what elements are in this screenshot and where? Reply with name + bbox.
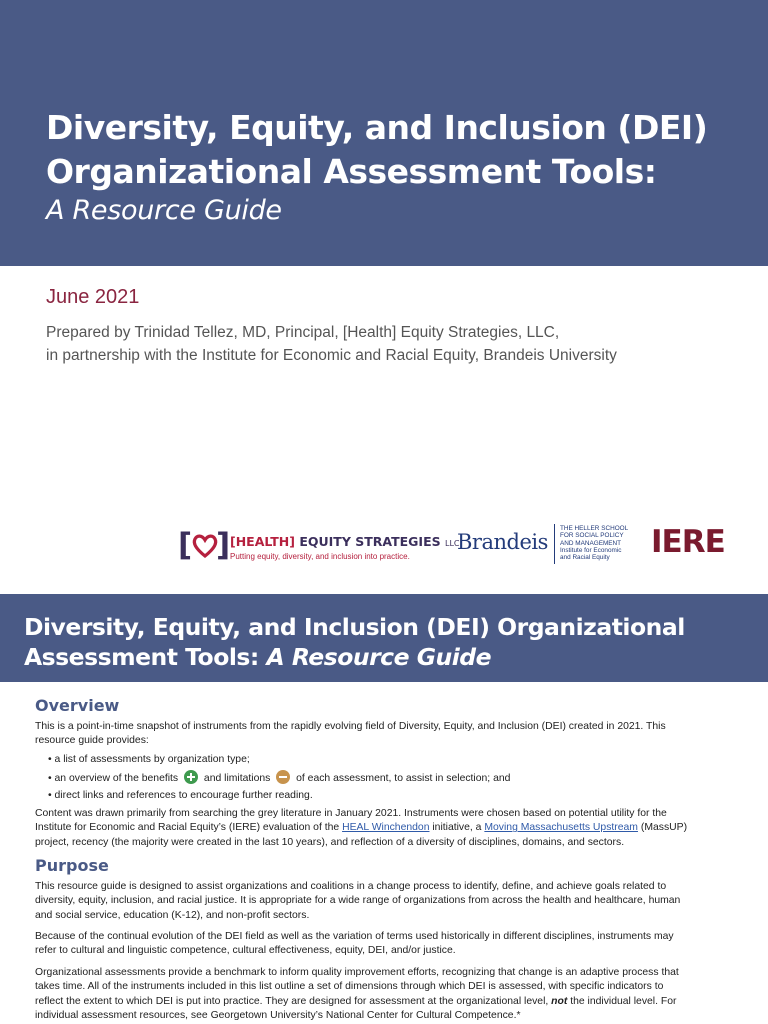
paragraph-text: individual assessment resources, see Georgetown University’s National Center for Cultural Competence.* <box>35 1009 521 1021</box>
heller-line: and Racial Equity <box>560 554 610 562</box>
emphasis-text: not <box>551 995 568 1007</box>
page2-title-line1: Diversity, Equity, and Inclusion (DEI) Organizational <box>24 613 685 641</box>
list-item: • a list of assessments by organization type; <box>48 754 250 765</box>
brandeis-logo: Brandeis <box>457 530 548 554</box>
paragraph-text: Because of the continual evolution of the DEI field as well as the variation of terms used historically in different disciplines, instruments may <box>35 931 674 942</box>
prepared-by-line1: Prepared by Trinidad Tellez, MD, Principal, [Health] Equity Strategies, LLC, <box>46 324 560 341</box>
prepared-by-line2: in partnership with the Institute for Economic and Racial Equity, Brandeis University <box>46 347 617 364</box>
heller-line: AND MANAGEMENT <box>560 539 622 547</box>
hes-name-prefix: [HEALTH] <box>230 534 295 549</box>
cover-title <box>46 106 707 194</box>
paragraph-text: diversity, equity, inclusion, and racial justice. It is appropriate for a wide range of organizations from across the health and healthcare, human <box>35 895 681 907</box>
overview-heading: Overview <box>35 696 120 715</box>
paragraph-text: takes time. All of the instruments included in this list outline a set of dimensions through which DEI is assessed, with specific indicators to <box>35 981 664 993</box>
paragraph-text: Institute for Economic and Racial Equity’s (IERE) evaluation of the <box>35 822 343 834</box>
heller-line: Institute for Economic <box>560 546 622 554</box>
hes-name-main: EQUITY STRATEGIES <box>299 534 441 549</box>
hes-logo-name <box>230 534 459 549</box>
heal-winchendon-link[interactable]: HEAL Winchendon <box>342 822 430 834</box>
page2-title-line2-italic: A Resource Guide <box>266 643 492 671</box>
logo-divider <box>554 524 555 564</box>
cover-subtitle: A Resource Guide <box>46 195 282 226</box>
list-item <box>48 770 510 786</box>
purpose-paragraph-2 <box>35 930 725 959</box>
list-item: • direct links and references to encourage further reading. <box>48 790 313 801</box>
list-item-text: and limitations <box>203 773 271 784</box>
paragraph-text: Organizational assessments provide a benchmark to inform quality improvement efforts, recognizing that change is an adaptive process that <box>35 967 679 978</box>
list-item-text: of each assessment, to assist in selection; and <box>296 773 511 784</box>
cover-title-line1: Diversity, Equity, and Inclusion (DEI) <box>46 108 708 147</box>
paragraph-text: refer to cultural and linguistic competence, cultural effectiveness, equity, DEI, and/or justice. <box>35 945 456 957</box>
paragraph-text: (MassUP) <box>637 822 688 834</box>
overview-text: This is a point-in-time snapshot of instruments from the rapidly evolving field of Diversity, Equity, and Inclusion (DEI) created in 2021. This <box>35 721 666 732</box>
purpose-paragraph-3 <box>35 966 725 1023</box>
paragraph-text: project, recency (the majority were created in the last 10 years), and reflection of a diversity of disciplines, domains, and sectors. <box>35 836 625 848</box>
paragraph-text: and social service, education (K-12), and non-profit sectors. <box>35 909 310 921</box>
plus-icon <box>184 770 198 784</box>
cover-title-line2: Organizational Assessment Tools: <box>46 152 657 191</box>
purpose-heading: Purpose <box>35 856 109 875</box>
paragraph-text: the individual level. For <box>567 995 677 1007</box>
minus-icon <box>276 770 290 784</box>
page2-title <box>24 612 685 672</box>
iere-logo: IERE <box>651 524 725 560</box>
heller-school-logo-text <box>560 525 660 561</box>
hes-tagline: Putting equity, diversity, and inclusion into practice. <box>230 552 410 561</box>
heller-line: FOR SOCIAL POLICY <box>560 532 624 540</box>
purpose-paragraph-1 <box>35 880 725 923</box>
hes-name-suffix: LLC <box>444 539 460 548</box>
heart-icon <box>191 532 219 560</box>
content-source-paragraph <box>35 807 725 850</box>
paragraph-text: This resource guide is designed to assist organizations and coalitions in a change process to identify, define, and achieve goals related to <box>35 881 667 892</box>
paragraph-text: Content was drawn primarily from searching the grey literature in January 2021. Instruments were chosen based on potential utility for the <box>35 808 667 819</box>
prepared-by <box>46 321 617 367</box>
paragraph-text: initiative, a <box>429 822 485 834</box>
page2-title-line2-prefix: Assessment Tools: <box>24 643 267 671</box>
publication-date: June 2021 <box>46 286 140 308</box>
partner-logos <box>178 522 738 570</box>
moving-massachusetts-upstream-link[interactable]: Moving Massachusetts Upstream <box>484 822 638 834</box>
paragraph-text: reflect the extent to which DEI is put into practice. They are designed for assessment at the organizational level, <box>35 995 552 1007</box>
hes-bracket-left: [ <box>178 527 193 563</box>
overview-paragraph <box>35 720 725 749</box>
list-item-text: • an overview of the benefits <box>48 773 179 784</box>
hes-bracket-right: ] <box>216 527 231 563</box>
heller-line: THE HELLER SCHOOL <box>560 525 629 532</box>
overview-text: resource guide provides: <box>35 735 149 747</box>
